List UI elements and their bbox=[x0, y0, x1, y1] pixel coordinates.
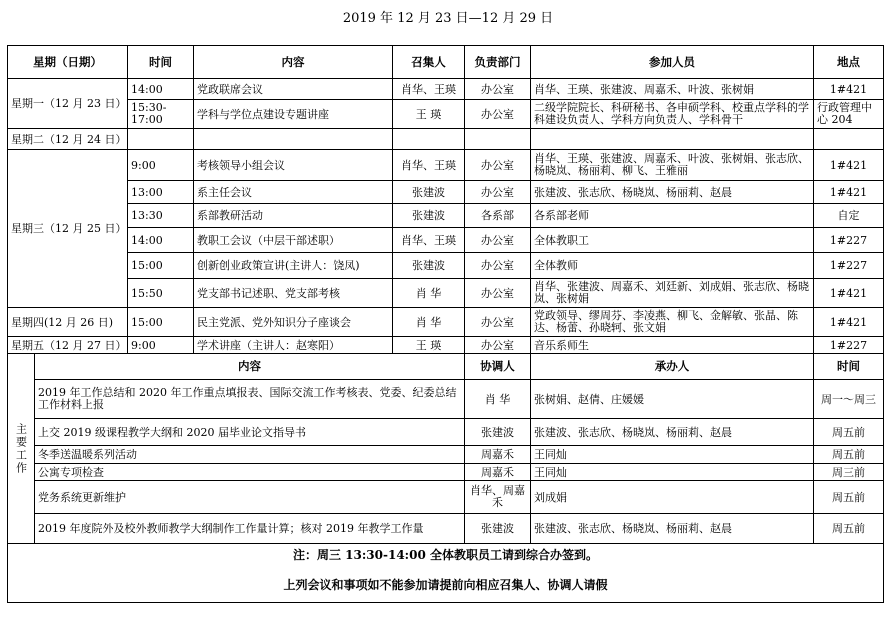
header-time: 时间 bbox=[128, 46, 194, 79]
work-coordinator: 张建波 bbox=[465, 514, 531, 544]
meeting-dept: 办公室 bbox=[465, 228, 531, 253]
meeting-dept: 办公室 bbox=[465, 79, 531, 100]
empty-cell bbox=[531, 129, 814, 150]
schedule-title: 2019 年 12 月 23 日—12 月 29 日 bbox=[342, 11, 554, 26]
meeting-dept: 办公室 bbox=[465, 337, 531, 354]
header-day: 星期（日期） bbox=[8, 46, 128, 79]
meeting-convener: 肖华、王瑛 bbox=[393, 79, 465, 100]
work-content: 党务系统更新维护 bbox=[35, 481, 465, 514]
work-header-content: 内容 bbox=[35, 354, 465, 380]
work-time: 周五前 bbox=[814, 419, 884, 446]
meeting-content: 学术讲座（主讲人：赵寒阳） bbox=[194, 337, 393, 354]
header-attendees: 参加人员 bbox=[531, 46, 814, 79]
table-row bbox=[8, 481, 884, 514]
work-header-row bbox=[8, 354, 884, 380]
meeting-attendees: 二级学院院长、科研秘书、各申硕学科、校重点学科的学科建设负责人、学科方向负责人、学科骨干 bbox=[531, 100, 814, 129]
work-handler: 刘成娟 bbox=[531, 481, 814, 514]
meeting-convener: 肖 华 bbox=[393, 308, 465, 337]
meeting-convener: 肖 华 bbox=[393, 279, 465, 308]
meeting-content: 教职工会议（中层干部述职） bbox=[194, 228, 393, 253]
meeting-time: 9:00 bbox=[128, 337, 194, 354]
table-row bbox=[8, 279, 884, 308]
work-coordinator: 肖华、周嘉禾 bbox=[465, 481, 531, 514]
table-row bbox=[8, 308, 884, 337]
work-handler: 王同灿 bbox=[531, 446, 814, 464]
table-row bbox=[8, 204, 884, 228]
table-row bbox=[8, 228, 884, 253]
meeting-dept: 办公室 bbox=[465, 279, 531, 308]
meeting-location: 1#227 bbox=[814, 253, 884, 279]
meeting-time: 15:00 bbox=[128, 308, 194, 337]
work-handler: 张树娟、赵倩、庄媛媛 bbox=[531, 380, 814, 419]
meeting-content: 党支部书记述职、党支部考核 bbox=[194, 279, 393, 308]
meeting-content: 创新创业政策宣讲(主讲人：饶凤) bbox=[194, 253, 393, 279]
work-handler: 张建波、张志欣、杨晓岚、杨丽莉、赵晨 bbox=[531, 419, 814, 446]
work-time: 周五前 bbox=[814, 481, 884, 514]
table-row bbox=[8, 181, 884, 204]
table-row bbox=[8, 79, 884, 100]
meeting-convener: 肖华、王瑛 bbox=[393, 150, 465, 181]
work-coordinator: 周嘉禾 bbox=[465, 446, 531, 464]
work-content: 2019 年度院外及校外教师教学大纲制作工作量计算；核对 2019 年教学工作量 bbox=[35, 514, 465, 544]
day-cell-wed: 星期三（12 月 25 日） bbox=[8, 150, 128, 308]
table-row bbox=[8, 380, 884, 419]
notes-cell bbox=[8, 544, 884, 603]
meeting-convener: 王 瑛 bbox=[393, 337, 465, 354]
day-cell-mon: 星期一（12 月 23 日） bbox=[8, 79, 128, 129]
notes-row bbox=[8, 544, 884, 603]
work-content: 冬季送温暖系列活动 bbox=[35, 446, 465, 464]
meeting-time: 13:30 bbox=[128, 204, 194, 228]
work-content: 公寓专项检查 bbox=[35, 464, 465, 481]
table-row bbox=[8, 514, 884, 544]
meeting-time: 15:00 bbox=[128, 253, 194, 279]
table-row bbox=[8, 100, 884, 129]
table-row bbox=[8, 129, 884, 150]
meeting-convener: 张建波 bbox=[393, 204, 465, 228]
meeting-attendees: 音乐系师生 bbox=[531, 337, 814, 354]
day-cell-fri: 星期五（12 月 27 日） bbox=[8, 337, 128, 354]
meeting-content: 党政联席会议 bbox=[194, 79, 393, 100]
empty-cell bbox=[814, 129, 884, 150]
meeting-time: 9:00 bbox=[128, 150, 194, 181]
meeting-time: 14:00 bbox=[128, 228, 194, 253]
header-dept: 负责部门 bbox=[465, 46, 531, 79]
meeting-location: 1#421 bbox=[814, 308, 884, 337]
work-header-time: 时间 bbox=[814, 354, 884, 380]
meeting-dept: 办公室 bbox=[465, 308, 531, 337]
meeting-attendees: 各系部老师 bbox=[531, 204, 814, 228]
meeting-convener: 张建波 bbox=[393, 181, 465, 204]
table-row bbox=[8, 464, 884, 481]
work-content: 2019 年工作总结和 2020 年工作重点填报表、国际交流工作考核表、党委、纪委总结工作材料上报 bbox=[35, 380, 465, 419]
meeting-location: 1#421 bbox=[814, 279, 884, 308]
work-time: 周五前 bbox=[814, 446, 884, 464]
meeting-attendees: 肖华、张建波、周嘉禾、刘廷新、刘成娟、张志欣、杨晓岚、张树娟 bbox=[531, 279, 814, 308]
work-content: 上交 2019 级课程教学大纲和 2020 届毕业论文指导书 bbox=[35, 419, 465, 446]
work-header-handler: 承办人 bbox=[531, 354, 814, 380]
work-coordinator: 周嘉禾 bbox=[465, 464, 531, 481]
meeting-location: 自定 bbox=[814, 204, 884, 228]
day-cell-tue: 星期二（12 月 24 日） bbox=[8, 129, 128, 150]
meeting-time: 15:30-17:00 bbox=[128, 100, 194, 129]
work-time: 周一～周三 bbox=[814, 380, 884, 419]
meeting-dept: 办公室 bbox=[465, 100, 531, 129]
meeting-content: 民主党派、党外知识分子座谈会 bbox=[194, 308, 393, 337]
meeting-attendees: 张建波、张志欣、杨晓岚、杨丽莉、赵晨 bbox=[531, 181, 814, 204]
work-handler: 张建波、张志欣、杨晓岚、杨丽莉、赵晨 bbox=[531, 514, 814, 544]
meeting-location: 1#421 bbox=[814, 150, 884, 181]
meeting-location: 1#227 bbox=[814, 228, 884, 253]
note-leave-request: 上列会议和事项如不能参加请提前向相应召集人、协调人请假 bbox=[283, 578, 608, 592]
meeting-time: 15:50 bbox=[128, 279, 194, 308]
meeting-location: 1#227 bbox=[814, 337, 884, 354]
meeting-convener: 王 瑛 bbox=[393, 100, 465, 129]
table-row bbox=[8, 446, 884, 464]
meeting-convener: 张建波 bbox=[393, 253, 465, 279]
meeting-location: 1#421 bbox=[814, 181, 884, 204]
meeting-dept: 各系部 bbox=[465, 204, 531, 228]
meeting-dept: 办公室 bbox=[465, 253, 531, 279]
empty-cell bbox=[465, 129, 531, 150]
meetings-header-row bbox=[8, 46, 884, 79]
meeting-dept: 办公室 bbox=[465, 181, 531, 204]
meeting-attendees: 党政领导、缪周芬、李凌燕、柳飞、金解敏、张晶、陈达、杨蕾、孙晓轲、张文娟 bbox=[531, 308, 814, 337]
work-coordinator: 肖 华 bbox=[465, 380, 531, 419]
meeting-attendees: 全体教师 bbox=[531, 253, 814, 279]
meeting-content: 系部教研活动 bbox=[194, 204, 393, 228]
weekly-schedule-table bbox=[7, 45, 884, 603]
meeting-time: 13:00 bbox=[128, 181, 194, 204]
header-location: 地点 bbox=[814, 46, 884, 79]
work-header-coordinator: 协调人 bbox=[465, 354, 531, 380]
work-handler: 王同灿 bbox=[531, 464, 814, 481]
meeting-location: 行政管理中心 204 bbox=[814, 100, 884, 129]
header-content: 内容 bbox=[194, 46, 393, 79]
note-sign-in: 注：周三 13:30-14:00 全体教职员工请到综合办签到。 bbox=[293, 548, 598, 562]
meeting-attendees: 肖华、王瑛、张建波、周嘉禾、叶波、张树娟、张志欣、杨晓岚、杨丽莉、柳飞、王雅丽 bbox=[531, 150, 814, 181]
empty-cell bbox=[128, 129, 194, 150]
meeting-dept: 办公室 bbox=[465, 150, 531, 181]
meeting-content: 考核领导小组会议 bbox=[194, 150, 393, 181]
empty-cell bbox=[194, 129, 393, 150]
table-row bbox=[8, 150, 884, 181]
table-row bbox=[8, 253, 884, 279]
work-time: 周五前 bbox=[814, 514, 884, 544]
meeting-content: 学科与学位点建设专题讲座 bbox=[194, 100, 393, 129]
main-work-side-label: 主要工作 bbox=[8, 354, 35, 544]
table-row bbox=[8, 419, 884, 446]
header-convener: 召集人 bbox=[393, 46, 465, 79]
work-time: 周三前 bbox=[814, 464, 884, 481]
meeting-location: 1#421 bbox=[814, 79, 884, 100]
work-coordinator: 张建波 bbox=[465, 419, 531, 446]
meeting-time: 14:00 bbox=[128, 79, 194, 100]
empty-cell bbox=[393, 129, 465, 150]
table-row bbox=[8, 337, 884, 354]
day-cell-thu: 星期四(12 月 26 日) bbox=[8, 308, 128, 337]
meeting-attendees: 全体教职工 bbox=[531, 228, 814, 253]
meeting-attendees: 肖华、王瑛、张建波、周嘉禾、叶波、张树娟 bbox=[531, 79, 814, 100]
meeting-convener: 肖华、王瑛 bbox=[393, 228, 465, 253]
meeting-content: 系主任会议 bbox=[194, 181, 393, 204]
